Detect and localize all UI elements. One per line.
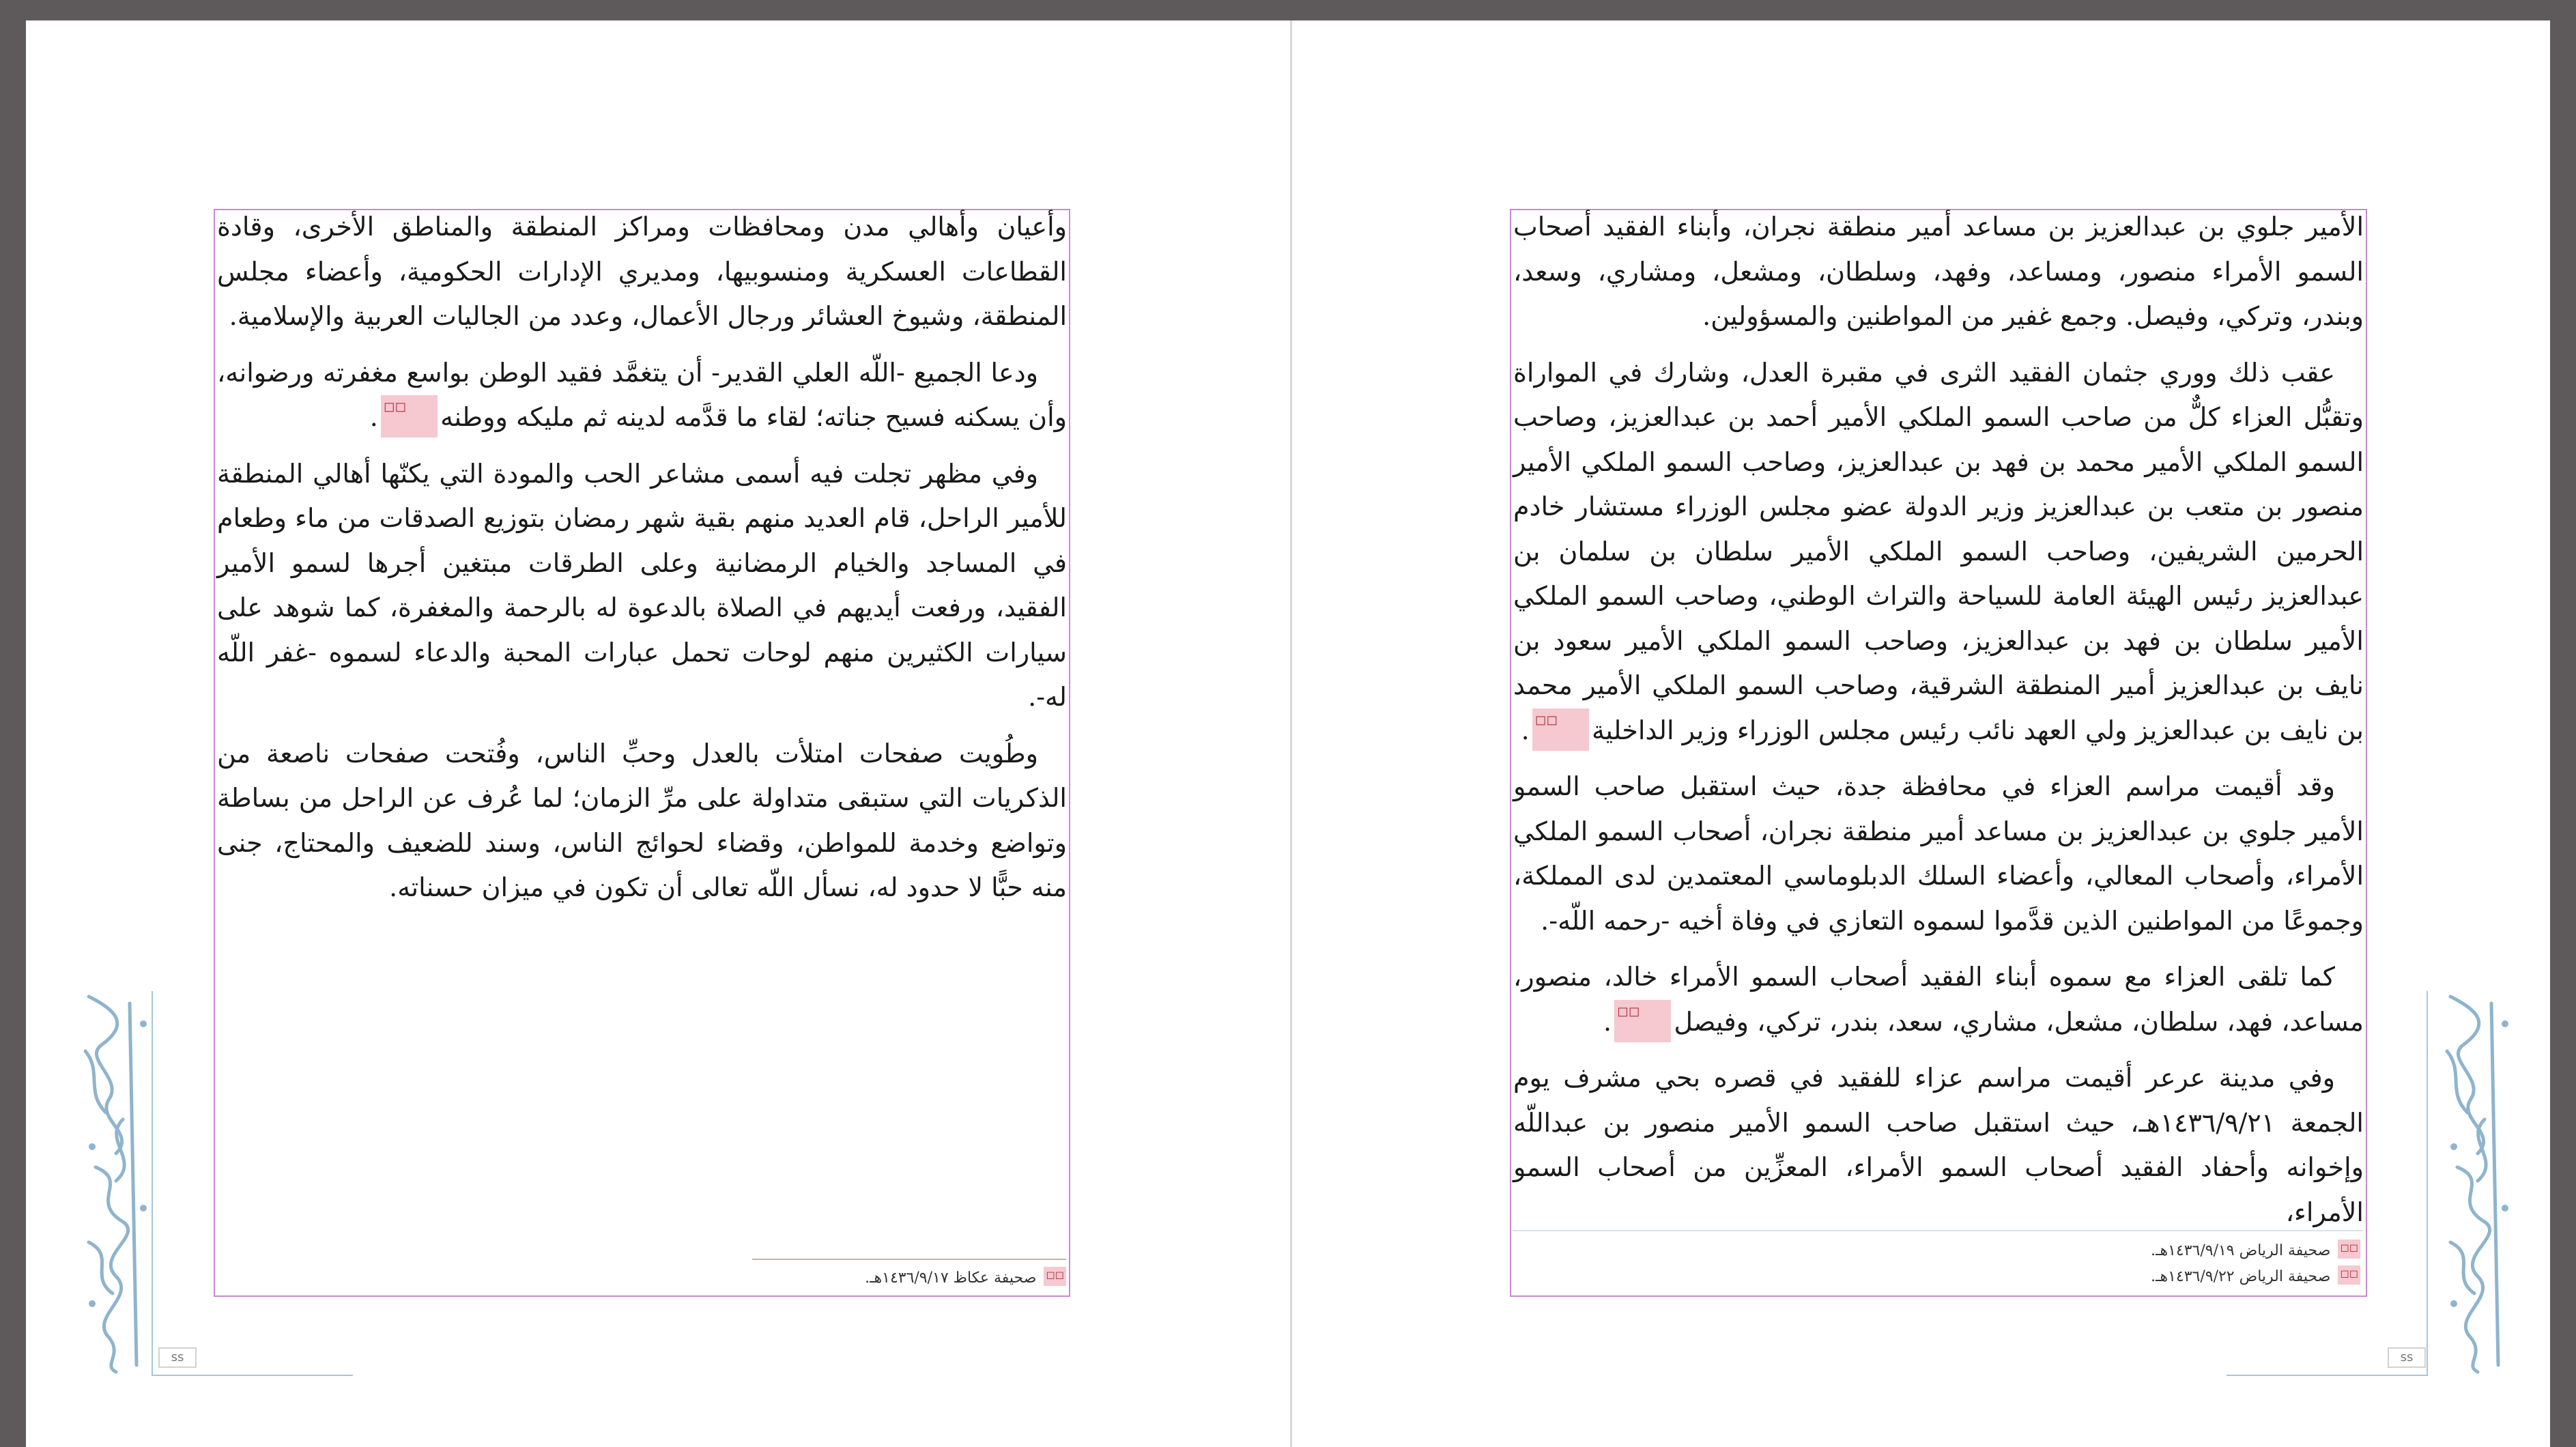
footnote-separator <box>752 1259 1066 1260</box>
left-page-number: ss <box>158 1347 197 1368</box>
footnote-marker[interactable]: ◻◻ <box>1614 1000 1671 1042</box>
right-body-text[interactable] <box>1513 205 2364 1246</box>
calligraphy-seal-icon <box>2437 983 2519 1379</box>
footnote-marker[interactable]: ◻◻ <box>2338 1240 2360 1259</box>
paragraph: وأعيان وأهالي مدن ومحافظات ومراكز المنطقة والمناطق الأخرى، وقادة القطاعات العسكرية ومنسوبيها، ومديري الإدارات الحكومية، وأعضاء مجلس المنطقة، وشيوخ العشائر ورجال الأعمال، وعدد من الجاليات العربية والإسلامية. <box>217 212 1067 331</box>
left-body-text[interactable] <box>217 205 1067 922</box>
paragraph: عقب ذلك ووري جثمان الفقيد الثرى في مقبرة العدل، وشارك في المواراة وتقبُّل العزاء كلٌّ من صاحب السمو الملكي الأمير أحمد بن عبدالعزيز، وصاحب السمو الملكي الأمير محمد بن فهد بن عبدالعزيز، وصاحب السمو الملكي الأمير منصور بن متعب بن عبدالعزيز وزير الدولة عضو مجلس الوزراء مستشار خادم الحرمين الشريفين، وصاحب السمو الملكي الأمير سلطان بن سلمان بن عبدالعزيز رئيس الهيئة العامة للسياحة والتراث الوطني، وصاحب السمو الملكي الأمير سلطان بن فهد بن عبدالعزيز، وصاحب السمو الملكي الأمير سعود بن نايف بن عبدالعزيز أمير المنطقة الشرقية، وصاحب السمو الملكي الأمير محمد بن نايف بن عبدالعزيز ولي العهد نائب رئيس مجلس الوزراء وزير الداخلية◻◻. <box>1513 351 2364 754</box>
right-page-number: ss <box>2388 1347 2426 1368</box>
footnote: ◻◻ صحيفة عكاظ ١٤٣٦/٩/١٧هـ. <box>865 1267 1069 1290</box>
ornament-line <box>2227 1375 2428 1376</box>
footnote-marker[interactable]: ◻◻ <box>381 395 438 438</box>
footnote-marker[interactable]: ◻◻ <box>1044 1267 1066 1286</box>
footnote-marker[interactable]: ◻◻ <box>2338 1265 2360 1285</box>
calligraphy-seal-icon <box>75 983 157 1379</box>
paragraph: وفي مظهر تجلت فيه أسمى مشاعر الحب والمودة التي يكنّها أهالي المنطقة للأمير الراحل، قام العديد منهم بقية شهر رمضان بتوزيع الصدقات من ماء وطعام في المساجد والخيام الرمضانية وعلى الطرقات مبتغين أجرها لسمو الأمير الفقيد، ورفعت أيديهم في الصلاة بالدعوة له بالرحمة والمغفرة، كما شوهد على سيارات الكثيرين منهم لوحات تحمل عبارات المحبة والدعاء لسموه -غفر اللّه له-. <box>217 458 1067 712</box>
ornament-line <box>2427 991 2428 1376</box>
paragraph: الأمير جلوي بن عبدالعزيز بن مساعد أمير منطقة نجران، وأبناء الفقيد أصحاب السمو الأمراء منصور، ومساعد، وفهد، وسلطان، ومشعل، ومشاري، وسعد، وبندر، وتركي، وفيصل. وجمع غفير من المواطنين والمسؤولين. <box>1513 212 2364 331</box>
paragraph: ودعا الجميع -اللّه العلي القدير- أن يتغمَّد فقيد الوطن بواسع مغفرته ورضوانه، وأن يسكنه فسيح جناته؛ لقاء ما قدَّمه لدينه ثم مليكه ووطنه◻◻. <box>217 351 1067 440</box>
footnote: ◻◻ صحيفة الرياض ١٤٣٦/٩/١٩هـ. <box>2151 1240 2363 1263</box>
paragraph: وطُويت صفحات امتلأت بالعدل وحبِّ الناس، وفُتحت صفحات ناصعة من الذكريات التي ستبقى متداولة على مرِّ الزمان؛ لما عُرف عن الراحل من بساطة وتواضع وخدمة للمواطن، وقضاء لحوائج الناس، وسند للضعيف والمحتاج، جنى منه حبًّا لا حدود له، نسأل اللّه تعالى أن تكون في ميزان حسناته. <box>217 738 1067 902</box>
footnote-marker[interactable]: ◻◻ <box>1532 708 1589 751</box>
paragraph: وقد أقيمت مراسم العزاء في محافظة جدة، حيث استقبل صاحب السمو الأمير جلوي بن عبدالعزيز بن مساعد أمير منطقة نجران، أصحاب السمو الملكي الأمراء، وأصحاب المعالي، وأعضاء السلك الدبلوماسي المعتمدين لدى المملكة، وجموعًا من المواطنين الذين قدَّموا لسموه التعازي في وفاة أخيه -رحمه اللّه-. <box>1513 771 2364 936</box>
paragraph: وفي مدينة عرعر أقيمت مراسم عزاء للفقيد في قصره بحي مشرف يوم الجمعة ١٤٣٦/٩/٢١هـ، حيث استقبل صاحب السمو الأمير منصور بن عبداللّه وإخوانه وأحفاد الفقيد أصحاب السمو الأمراء، المعزِّين من أصحاب السمو الأمراء، <box>1513 1063 2364 1227</box>
paragraph: كما تلقى العزاء مع سموه أبناء الفقيد أصحاب السمو الأمراء خالد، منصور، مساعد، فهد، سلطان، مشعل، مشاري، سعد، بندر، تركي، وفيصل◻◻. <box>1513 955 2364 1044</box>
footnote-separator <box>1513 1230 2363 1231</box>
footnote: ◻◻ صحيفة الرياض ١٤٣٦/٩/٢٢هـ. <box>2151 1265 2363 1289</box>
ornament-line <box>152 1375 353 1376</box>
